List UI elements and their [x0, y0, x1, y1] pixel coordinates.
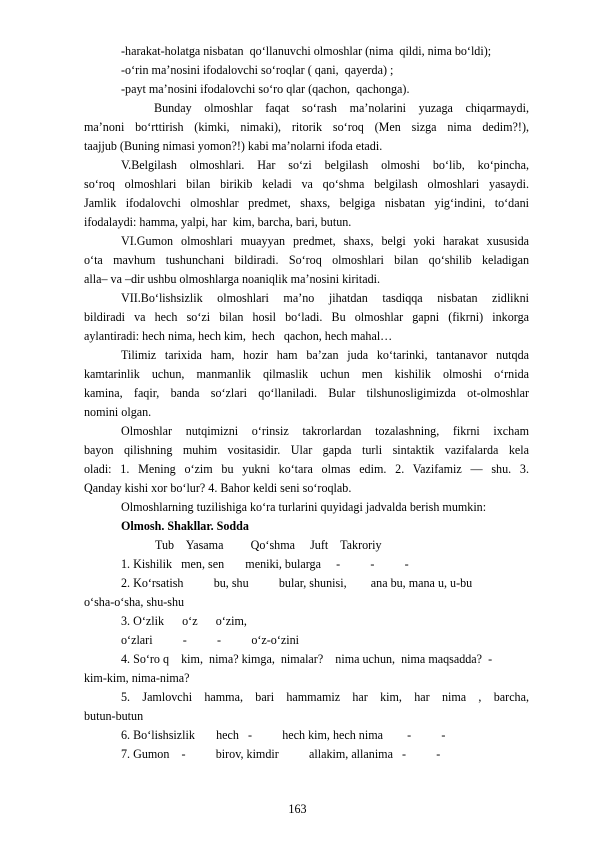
- text-line: Qanday kishi xor bo‘lur? 4. Bahor keldi seni so‘roqlab.: [84, 481, 352, 495]
- text-line: 4. So‘ro q kim, nima? kimga, nimalar? nima uchun, nima maqsadda? -: [121, 652, 493, 666]
- text-line: kim-kim, nima-nima?: [84, 671, 190, 685]
- text-line: Olmoshlarning tuzilishiga ko‘ra turlarini quyidagi jadvalda berish mumkin:: [121, 500, 487, 514]
- text-line: bayon qilishning muhim vositasidir. Ular gapda turli sintaktik vazifalarda kela: [84, 443, 529, 457]
- text-line: oladi: 1. Mening o‘zim bu yukni ko‘tara olmas edim. 2. Vazifamiz — shu. 3.: [84, 462, 529, 476]
- text-line: butun-butun: [84, 709, 144, 723]
- text-line: 1. Kishilik men, sen meniki, bularga - - -: [121, 557, 409, 571]
- text-line: 5. Jamlovchi hamma, bari hammamiz har kim, har nima , barcha,: [121, 690, 529, 704]
- text-line: Bunday olmoshlar faqat so‘rash ma’nolarini yuzaga chiqarmaydi,: [154, 101, 529, 115]
- text-line: V.Belgilash olmoshlari. Har so‘zi belgilash olmoshi bo‘lib, ko‘pincha,: [121, 158, 529, 172]
- text-line: Olmoshlar nutqimizni o‘rinsiz takrorlardan tozalashning, fikrni ixcham: [121, 424, 529, 438]
- page-number: 163: [288, 802, 307, 816]
- text-line: ma’noni bo‘rttirish (kimki, nimaki), ritorik so‘roq (Men sizga nima dedim?!),: [84, 120, 529, 134]
- text-line: VII.Bo‘lishsizlik olmoshlari ma’no jihatdan tasdiqqa nisbatan zidlikni: [121, 291, 529, 305]
- text-line: -harakat-holatga nisbatan qo‘llanuvchi olmoshlar (nima qildi, nima bo‘ldi);: [121, 44, 492, 58]
- text-line: alla– va –dir ushbu olmoshlarga noaniqlik ma’nosini kiritadi.: [84, 272, 381, 286]
- text-line: Olmosh. Shakllar. Sodda: [121, 519, 249, 533]
- text-line: so‘roq olmoshlari bilan birikib keladi va qo‘shma belgilash olmoshlari yasaydi.: [84, 177, 529, 191]
- text-line: 2. Ko‘rsatish bu, shu bular, shunisi, ana bu, mana u, u-bu: [121, 576, 473, 590]
- text-line: Tub Yasama Qo‘shma Juft Takroriy: [155, 538, 382, 552]
- text-line: Tilimiz tarixida ham, hozir ham ba’zan juda ko‘tarinki, tantanavor nutqda: [121, 348, 529, 362]
- text-line: 3. O‘zlik o‘z o‘zim,: [121, 614, 247, 628]
- text-line: nomini olgan.: [84, 405, 152, 419]
- text-line: ifodalaydi: hamma, yalpi, har kim, barcha, bari, butun.: [84, 215, 352, 229]
- text-line: aylantiradi: hech nima, hech kim, hech qachon, hech mahal…: [84, 329, 393, 343]
- text-line: o‘ta mavhum tushunchani bildiradi. So‘roq olmoshlari bilan qo‘shilib keladigan: [84, 253, 529, 267]
- text-line: o‘zlari - - o‘z-o‘zini: [121, 633, 299, 647]
- text-line: 7. Gumon - birov, kimdir allakim, allanima - -: [121, 747, 441, 761]
- text-line: -o‘rin ma’nosini ifodalovchi so‘roqlar ( qani, qayerda) ;: [121, 63, 394, 77]
- text-line: o‘sha-o‘sha, shu-shu: [84, 595, 185, 609]
- text-line: bildiradi va hech so‘zi bilan hosil bo‘ladi. Bu olmoshlar gapni (fikrni) inkorga: [84, 310, 529, 324]
- text-line: kamtarinlik uchun, manmanlik qilmaslik uchun men kishilik olmoshi o‘rnida: [84, 367, 529, 381]
- text-line: 6. Bo‘lishsizlik hech - hech kim, hech nima - -: [121, 728, 446, 742]
- text-line: VI.Gumon olmoshlari muayyan predmet, shaxs, belgi yoki harakat xususida: [121, 234, 529, 248]
- text-line: kamina, faqir, banda so‘zlari qo‘llaniladi. Bular tilshunosligimizda ot-olmoshlar: [84, 386, 529, 400]
- text-line: taajjub (Buning nimasi yomon?!) kabi ma’nolarni ifoda etadi.: [84, 139, 383, 153]
- text-line: Jamlik ifodalovchi olmoshlar predmet, shaxs, belgiga nisbatan yig‘indini, to‘dani: [84, 196, 529, 210]
- text-line: -payt ma’nosini ifodalovchi so‘ro qlar (qachon, qachonga).: [121, 82, 410, 96]
